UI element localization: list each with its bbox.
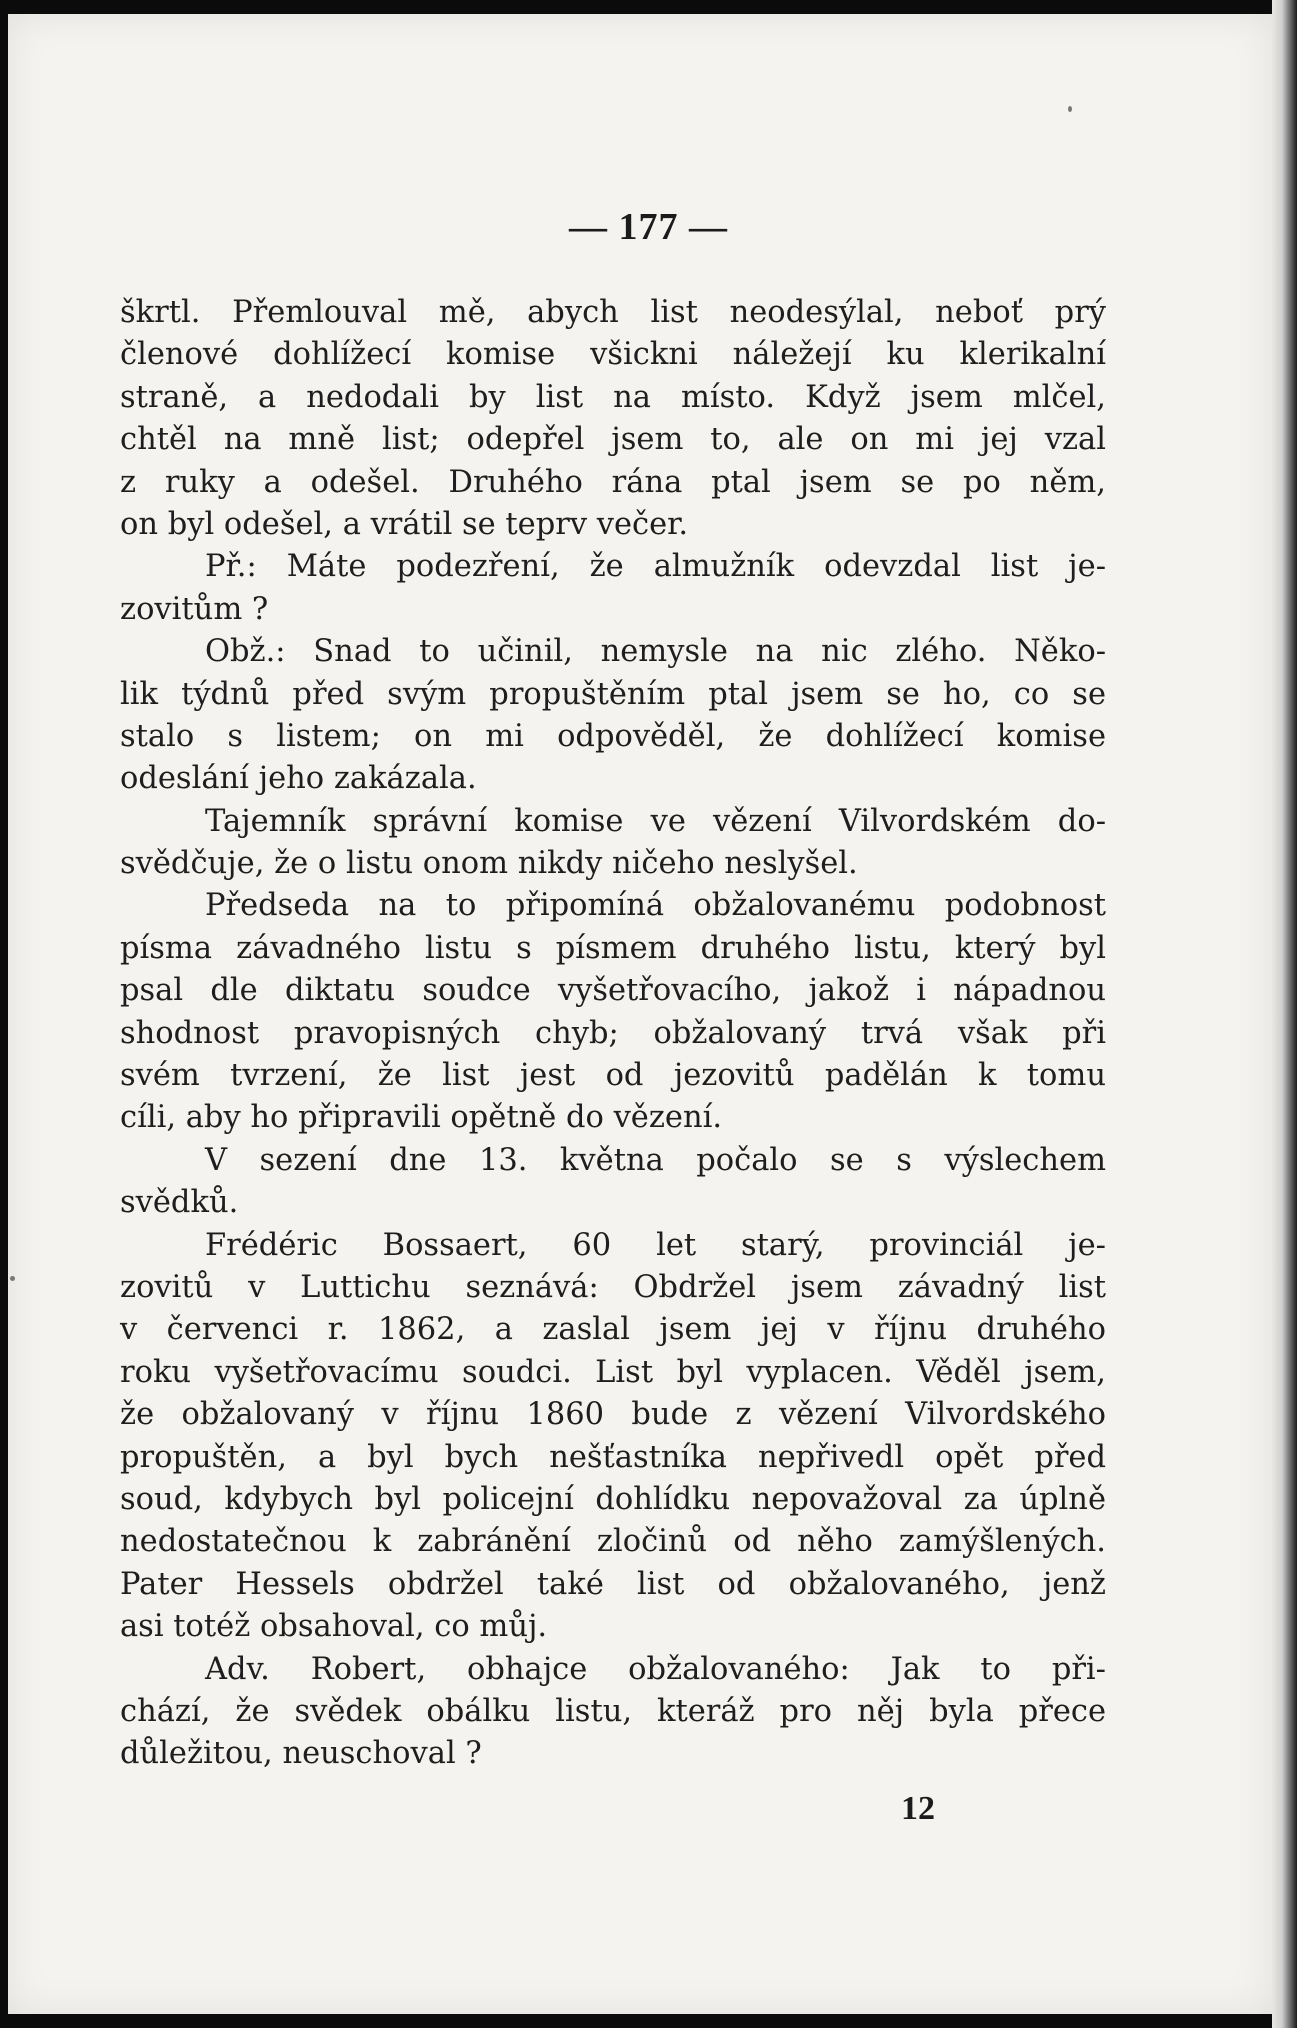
signature-mark: 12: [901, 1790, 935, 1827]
text-line: stalo s listem; on mi odpověděl, že dohlížecí komise: [120, 718, 1106, 754]
text-line: lik týdnů před svým propuštěním ptal jsem se ho, co se: [120, 676, 1106, 712]
text-line: odeslání jeho zakázala.: [120, 761, 477, 797]
text-line: nedostatečnou k zabránění zločinů od něho zamýšlených.: [120, 1524, 1106, 1560]
text-line: psal dle diktatu soudce vyšetřovacího, jakož i nápadnou: [120, 973, 1106, 1009]
paper-speck: [1068, 106, 1072, 112]
text-line: Tajemník správní komise ve vězení Vilvordském do-: [205, 803, 1106, 839]
text-line: v červenci r. 1862, a zaslal jsem jej v říjnu druhého: [120, 1312, 1106, 1348]
text-line: straně, a nedodali by list na místo. Když jsem mlčel,: [120, 379, 1106, 415]
scan-edge: [1272, 0, 1297, 2028]
text-line: Adv. Robert, obhajce obžalovaného: Jak to při-: [205, 1651, 1106, 1687]
text-line: z ruky a odešel. Druhého rána ptal jsem se po něm,: [120, 464, 1106, 500]
text-line: písma závadného listu s písmem druhého listu, který byl: [120, 930, 1106, 966]
page-number-header: — 177 —: [569, 206, 728, 248]
text-line: Pater Hessels obdržel také list od obžalovaného, jenž: [120, 1566, 1106, 1602]
text-line: důležitou, neuschoval ?: [120, 1736, 482, 1772]
text-line: V sezení dne 13. května počalo se s výslechem: [205, 1142, 1106, 1178]
paper-speck: [10, 1276, 15, 1281]
text-line: zovitů v Luttichu seznává: Obdržel jsem závadný list: [120, 1269, 1106, 1305]
text-line: Předseda na to připomíná obžalovanému podobnost: [205, 888, 1106, 924]
body-text: [120, 292, 1106, 1776]
text-line: Frédéric Bossaert, 60 let starý, provinciál je-: [205, 1227, 1106, 1263]
text-line: členové dohlížecí komise všickni náležejí ku klerikalní: [120, 337, 1106, 373]
text-line: shodnost pravopisných chyb; obžalovaný trvá však při: [120, 1015, 1106, 1051]
text-line: svém tvrzení, že list jest od jezovitů padělán k tomu: [120, 1058, 1106, 1094]
text-line: že obžalovaný v říjnu 1860 bude z vězení Vilvordského: [120, 1397, 1106, 1433]
text-line: svědků.: [120, 1185, 239, 1221]
text-line: zovitům ?: [120, 591, 269, 627]
text-line: škrtl. Přemlouval mě, abych list neodesýlal, neboť prý: [120, 295, 1106, 330]
text-line: Př.: Máte podezření, že almužník odevzdal list je-: [205, 549, 1106, 585]
text-line: on byl odešel, a vrátil se teprv večer.: [120, 506, 689, 542]
text-line: svědčuje, že o listu onom nikdy ničeho neslyšel.: [120, 846, 858, 882]
text-line: chází, že svědek obálku listu, kteráž pro něj byla přece: [120, 1693, 1106, 1729]
text-line: soud, kdybych byl policejní dohlídku nepovažoval za úplně: [120, 1481, 1106, 1517]
text-line: Obž.: Snad to učinil, nemysle na nic zlého. Něko-: [205, 634, 1106, 670]
text-line: cíli, aby ho připravili opětně do vězení.: [120, 1100, 723, 1136]
text-line: roku vyšetřovacímu soudci. List byl vyplacen. Věděl jsem,: [120, 1354, 1106, 1390]
text-line: propuštěn, a byl bych nešťastníka nepřivedl opět před: [120, 1439, 1106, 1475]
text-line: chtěl na mně list; odepřel jsem to, ale on mi jej vzal: [120, 422, 1106, 458]
text-line: asi totéž obsahoval, co můj.: [120, 1609, 548, 1645]
